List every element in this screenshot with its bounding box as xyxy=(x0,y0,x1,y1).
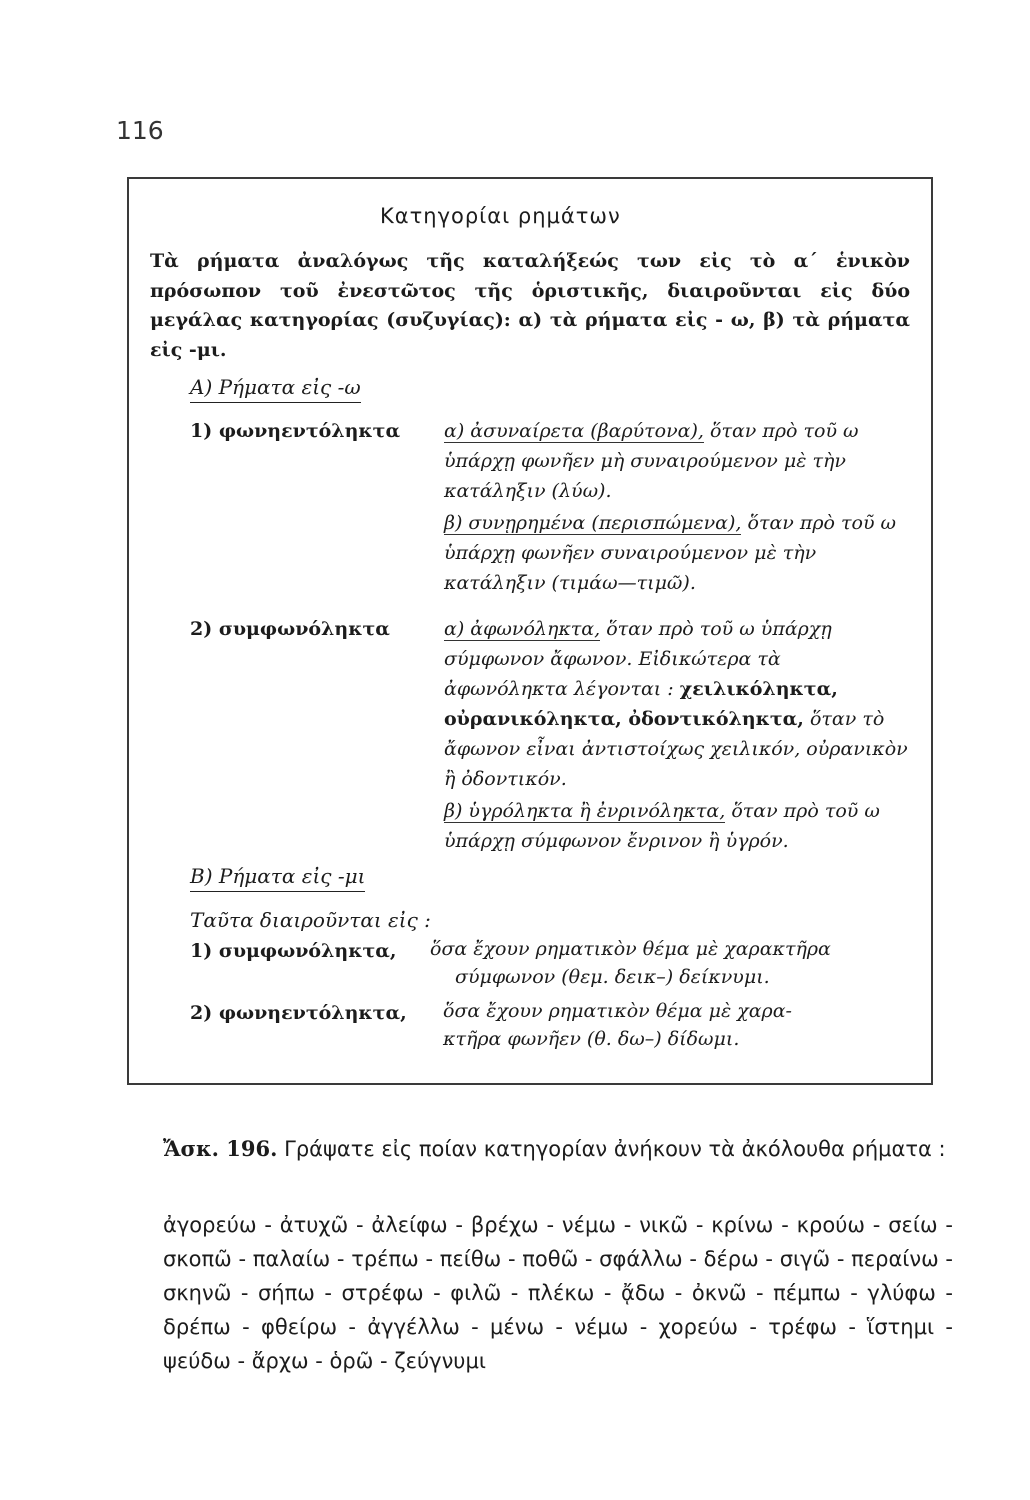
box-intro: Τὰ ρήματα ἀναλόγως τῆς καταλήξεώς των εἰς τὸ α΄ ἑνικὸν πρόσωπον τοῦ ἐνεστῶτος τῆς ὁριστικῆς, διαιροῦνται εἰς δύο μεγάλας κατηγορίας (συζυγίας): α) τὰ ρήματα εἰς - ω, β) τὰ ρήματα εἰς -μι. xyxy=(150,250,910,361)
section-b-heading: Β) Ρήματα εἰς -μι xyxy=(190,864,365,892)
group2-a-title: α) ἀφωνόληκτα, xyxy=(444,618,601,640)
box-title: Κατηγορίαι ρημάτων xyxy=(380,204,621,228)
group2-a-text1: ὅταν πρὸ τοῦ ω ὑπάρχῃ σύμφωνον ἄφωνον. Εἰδικώτερα τὰ ἀφωνόληκτα λέγονται : xyxy=(444,618,832,700)
exercise-instruction: Γράψατε εἰς ποίαν κατηγορίαν ἀνήκουν τὰ ἀκόλουθα ρήματα : xyxy=(284,1137,946,1161)
group2-b-text: ὅταν πρὸ τοῦ ω ὑπάρχῃ σύμφωνον ἔνρινον ἢ ὑγρόν. xyxy=(444,800,880,852)
section-b-intro: Ταῦτα διαιροῦνται εἰς : xyxy=(190,908,431,932)
page-number: 116 xyxy=(116,116,164,145)
group1-a-text: ὅταν πρὸ τοῦ ω ὑπάρχῃ φωνῆεν μὴ συναιρούμενον μὲ τὴν κατάληξιν (λύω). xyxy=(444,420,859,502)
section-a-heading: Α) Ρήματα εἰς -ω xyxy=(190,375,361,403)
exercise-heading xyxy=(163,1132,953,1166)
group2-a-bold: χειλικόληκτα, οὐρανικόληκτα, ὀδοντικόληκτα, xyxy=(444,678,838,730)
exercise-number: Ἄσκ. 196. xyxy=(163,1136,278,1161)
item2-label: 2) φωνηεντόληκτα, xyxy=(190,1002,407,1024)
item2-text2: κτῆρα φωνῆεν (θ. δω–) δίδωμι. xyxy=(443,1028,740,1050)
group1-label: 1) φωνηεντόληκτα xyxy=(190,420,401,442)
group2-label: 2) συμφωνόληκτα xyxy=(190,618,390,640)
group2-content xyxy=(444,614,908,856)
item2-text1: ὅσα ἔχουν ρηματικὸν θέμα μὲ χαρα- xyxy=(443,1000,792,1022)
group1-b-text: ὅταν πρὸ τοῦ ω ὑπάρχῃ φωνῆεν συναιρούμενον μὲ τὴν κατάληξιν (τιμάω—τιμῶ). xyxy=(444,512,897,594)
group1-b-title: β) συνῃρημένα (περισπώμενα), xyxy=(444,512,742,534)
group1-a-title: α) ἀσυναίρετα (βαρύτονα), xyxy=(444,420,704,442)
verb-list: ἀγορεύω - ἀτυχῶ - ἀλείφω - βρέχω - νέμω - νικῶ - κρίνω - κρούω - σείω - σκοπῶ - παλαίω - τρέπω - πείθω - ποθῶ - σφάλλω - δέρω - σιγῶ - περαίνω - σκηνῶ - σήπω - στρέφω - φιλῶ - πλέκω - ᾄδω - ὀκνῶ - πέμπω - γλύφω - δρέπω - φθείρω - ἀγγέλλω - μένω - νέμω - χορεύω - τρέφω - ἵστημι - ψεύδω - ἄρχω - ὁρῶ - ζεύγνυμι xyxy=(163,1213,953,1373)
item1-label: 1) συμφωνόληκτα, xyxy=(190,940,397,962)
group2-b-title: β) ὑγρόληκτα ἢ ἐνρινόληκτα, xyxy=(444,800,726,822)
item1-text1: ὅσα ἔχουν ρηματικὸν θέμα μὲ χαρακτῆρα xyxy=(430,938,831,960)
group2-a-text2: ὅταν τὸ ἄφωνον εἶναι ἀντιστοίχως χειλικόν, οὐρανικὸν ἢ ὀδοντικόν. xyxy=(444,708,908,790)
item1-text2: σύμφωνον (θεμ. δεικ–) δείκνυμι. xyxy=(455,966,770,988)
group1-content xyxy=(444,416,908,598)
